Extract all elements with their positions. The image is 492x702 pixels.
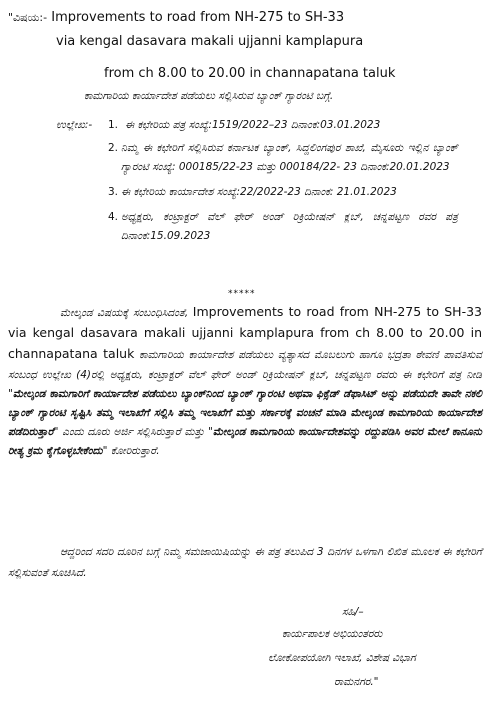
subject-block: [8, 6, 486, 106]
subject-line-1: [8, 6, 486, 30]
reference-text: ಅಧ್ಯಕ್ಷರು, ಕಂಟ್ರಾಕ್ಟರ್ ವೆಲ್ ಫೇರ್ ಅಂಡ್ ರಿಕ್ರಿಯೇಷನ್ ಕ್ಲಬ್, ಚನ್ನಪಟ್ಟಣ ರವರ ಪತ್ರ ದಿನಾಂಕ:15.09.2023: [121, 211, 458, 242]
reference-2: [108, 139, 458, 177]
subject-prefix: "ವಿಷಯ:-: [8, 11, 48, 24]
body-quote-2: ಮೇಲ್ಕಂಡ ಕಾಮಗಾರಿಯ ಕಾರ್ಯಾದೇಶವನ್ನು ರದ್ದುಪಡಿಸಿ ಅವರ ಮೇಲೆ ಕಾನೂನು ರೀತ್ಯ ಕ್ರಮ ಕೈಗೊಳ್ಳಬೇಕೆಂದು: [8, 426, 482, 458]
body-part-1: ಕಾಮಗಾರಿಯ ಕಾರ್ಯಾದೇಶ ಪಡೆಯಲು ವ್ಯತ್ಯಾಸದ ಮೊಬಲುಗು ಹಾಗೂ ಭದ್ರತಾ ಠೇವಣಿ ಪಾವತಿಸುವ ಸಂಬಂಧ ಉಲ್ಲೇಖ (4)ರಲ್ಲಿ ಅಧ್ಯಕ್ಷರು, ಕಂಟ್ರಾಕ್ಟರ್ ವೆಲ್ ಫೇರ್ ಅಂಡ್ ರಿಕ್ರಿಯೇಷನ್ ಕ್ಲಬ್, ಚನ್ನಪಟ್ಟಣ ರವರು ಈ ಕಛೇರಿಗೆ ಪತ್ರ ನೀಡಿ ": [8, 349, 482, 400]
signature-signed: ಸಹಿ/–: [342, 606, 364, 618]
separator-stars: *****: [228, 289, 256, 299]
signature-designation: ಕಾರ್ಯಪಾಲಕ ಅಭಿಯಂತರರು: [282, 628, 383, 640]
body-intro: ಮೇಲ್ಕಂಡ ವಿಷಯಕ್ಕೆ ಸಂಬಂಧಿಸಿದಂತೆ,: [60, 307, 189, 319]
reference-number: 4.: [108, 211, 119, 223]
body-work-name: Improvements to road from NH-275 to SH-33 via kengal dasavara makali ujjanni kamplapura from ch 8.00 to 20.00 in channapatana taluk: [8, 304, 482, 362]
subject-line-3: from ch 8.00 to 20.00 in channapatana taluk: [104, 66, 396, 81]
subject-line-4: ಕಾಮಗಾರಿಯ ಕಾರ್ಯಾದೇಶ ಪಡೆಯಲು ಸಲ್ಲಿಸಿರುವ ಬ್ಯಾಂಕ್ ಗ್ಯಾರಂಟಿ ಬಗ್ಗೆ.: [84, 90, 334, 102]
signature-department: ಲೋಕೋಪಯೋಗಿ ಇಲಾಖೆ, ವಿಶೇಷ ವಿಭಾಗ: [268, 652, 416, 664]
references-block: [56, 118, 458, 246]
closing-paragraph: [8, 542, 482, 584]
reference-text: ನಿಮ್ಮ ಈ ಕಛೇರಿಗೆ ಸಲ್ಲಿಸಿರುವ ಕರ್ನಾಟಕ ಬ್ಯಾಂಕ್, ಸಿದ್ದಲಿಂಗಪುರ ಶಾಖೆ, ಮೈಸೂರು ಇಲ್ಲಿನ ಬ್ಯಾಂಕ್ ಗ್ಯಾರಂಟಿ ಸಂಖ್ಯೆ: 000185/22-23 ಮತ್ತು 000184/22- 23 ದಿನಾಂಕ:20.01.2023: [121, 142, 458, 173]
reference-number: 1.: [108, 119, 119, 131]
reference-4: [108, 208, 458, 246]
reference-number: 2.: [108, 142, 119, 154]
subject-text-1: Improvements to road from NH-275 to SH-33: [51, 10, 345, 25]
reference-text: ಈ ಕಛೇರಿಯ ಪತ್ರ ಸಂಖ್ಯೆ:1519/2022–23 ದಿನಾಂಕ:03.01.2023: [125, 119, 381, 131]
reference-1: [56, 118, 458, 133]
references-label: ಉಲ್ಲೇಖ:-: [56, 119, 93, 131]
reference-number: 3.: [108, 186, 119, 198]
reference-text: ಈ ಕಛೇರಿಯ ಕಾರ್ಯಾದೇಶ ಸಂಖ್ಯೆ:22/2022-23 ದಿನಾಂಕ: 21.01.2023: [121, 186, 397, 198]
body-paragraph: [8, 302, 482, 462]
subject-line-2: via kengal dasavara makali ujjanni kamplapura: [56, 34, 364, 49]
closing-text: ಆದ್ದರಿಂದ ಸದರಿ ದೂರಿನ ಬಗ್ಗೆ ನಿಮ್ಮ ಸಮಜಾಯಿಷಿಯನ್ನು ಈ ಪತ್ರ ತಲುಪಿದ 3 ದಿನಗಳ ಒಳಗಾಗಿ ಲಿಖಿತ ಮೂಲಕ ಈ ಕಛೇರಿಗೆ ಸಲ್ಲಿಸುವಂತೆ ಸೂಚಿಸಿದೆ.: [8, 546, 482, 579]
body-part-3: " ಕೋರಿರುತ್ತಾರೆ.: [102, 445, 160, 458]
reference-list: [108, 139, 458, 246]
body-part-2: " ಎಂದು ದೂರು ಅರ್ಜಿ ಸಲ್ಲಿಸಿರುತ್ತಾರೆ ಮತ್ತು ": [53, 426, 213, 439]
body-quote-1: ಮೇಲ್ಕಂಡ ಕಾಮಗಾರಿಗೆ ಕಾರ್ಯಾದೇಶ ಪಡೆಯಲು ಬ್ಯಾಂಕ್‌ನಿಂದ ಬ್ಯಾಂಕ್ ಗ್ಯಾರಂಟಿ ಅಥವಾ ಫಿಕ್ಸೆಡ್ ಡೆಫಾಸಿಟ್ ಅನ್ನು ಪಡೆಯದೇ ತಾವೇ ನಕಲಿ ಬ್ಯಾಂಕ್ ಗ್ಯಾರಂಟಿ ಸೃಷ್ಟಿಸಿ ತಮ್ಮ ಇಲಾಖೆಗೆ ಸಲ್ಲಿಸಿ ತಮ್ಮ ಇಲಾಖೆಗೆ ಮತ್ತು ಸರ್ಕಾರಕ್ಕೆ ವಂಚನೆ ಮಾಡಿ ಮೇಲ್ಕಂಡ ಕಾಮಗಾರಿಯ ಕಾರ್ಯಾದೇಶ ಪಡೆದಿರುತ್ತಾರೆ: [8, 387, 482, 439]
signature-place: ರಾಮನಗರ.": [334, 676, 379, 688]
reference-3: [108, 183, 458, 202]
